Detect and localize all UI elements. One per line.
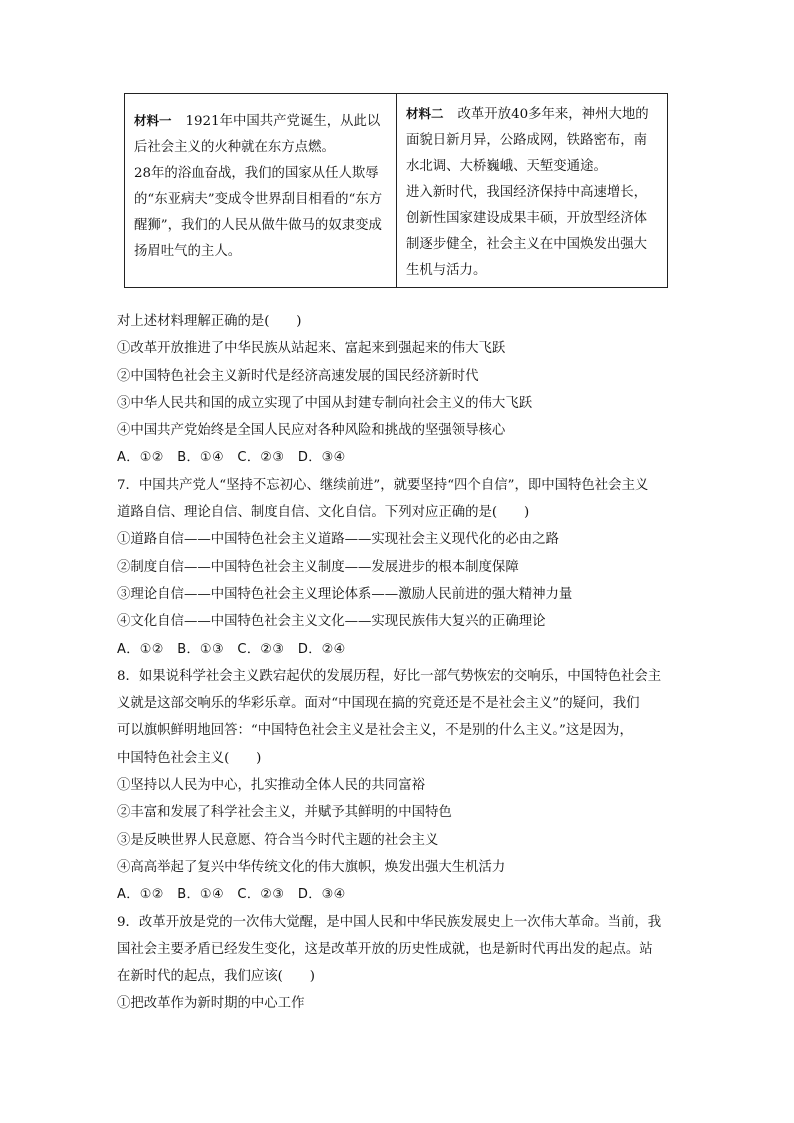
q9-stem-line-3: 在新时代的起点，我们应该( ) [117,969,315,985]
material-one-cell [125,94,397,287]
q7-item-3: ③理论自信——中国特色社会主义理论体系——激励人民前进的强大精神力量 [117,586,573,602]
material-two-text-1: 改革开放40多年来，神州大地的面貌日新月异，公路成网，铁路密布，南水北调、大桥巍峨、天堑变通途。 [406,107,649,174]
q8-stem-line-1: 8．如果说科学社会主义跌宕起伏的发展历程，好比一部气势恢宏的交响乐，中国特色社会主 [117,668,662,684]
q8-options: A．①② B．①④ C．②③ D．③④ [117,887,346,903]
material-one-paragraph-2: 28年的浴血奋战，我们的国家从任人欺辱的“东亚病夫”变成令世界刮目相看的“东方醒狮”，我们的人民从做牛做马的奴隶变成扬眉吐气的主人。 [134,166,383,259]
q6-item-4: ④中国共产党始终是全国人民应对各种风险和挑战的坚强领导核心 [117,423,506,439]
material-two-cell [397,94,667,287]
q8-stem-line-2: 义就是这部交响乐的华彩乐章。面对“中国现在搞的究竟还是不是社会主义”的疑问，我们 [117,696,640,712]
q9-stem-line-2: 国社会主要矛盾已经发生变化，这是改革开放的历史性成就，也是新时代再出发的起点。站 [117,941,653,957]
material-two-paragraph-1 [406,101,658,180]
q7-stem-line-1: 7．中国共产党人“坚持不忘初心、继续前进”，就要坚持“四个自信”，即中国特色社会主义 [117,477,649,493]
q9-item-1: ①把改革作为新时期的中心工作 [117,996,305,1012]
q8-item-1: ①坚持以人民为中心，扎实推动全体人民的共同富裕 [117,778,425,794]
q6-stem: 对上述材料理解正确的是( ) [117,314,302,329]
material-one-text-1: 1921年中国共产党诞生，从此以后社会主义的火种就在东方点燃。 [134,114,381,155]
q9-stem-line-1: 9．改革开放是党的一次伟大觉醒，是中国人民和中华民族发展史上一次伟大革命。当前，我 [117,914,662,930]
q7-options: A．①② B．①③ C．②③ D．②④ [117,641,346,657]
q7-stem-line-2: 道路自信、理论自信、制度自信、文化自信。下列对应正确的是( ) [117,505,530,521]
q8-item-3: ③是反映世界人民意愿、符合当今时代主题的社会主义 [117,832,439,848]
q8-stem-line-4: 中国特色社会主义( ) [117,750,262,766]
material-two-paragraph-2: 进入新时代，我国经济保持中高速增长，创新性国家建设成果丰硕，开放型经济体制逐步健全，社会主义在中国焕发出强大生机与活力。 [406,185,648,278]
questions [117,308,682,1018]
material-one-label: 材料一 [134,113,172,128]
q8-item-4: ④高高举起了复兴中华传统文化的伟大旗帜，焕发出强大生机活力 [117,859,506,875]
q7-item-1: ①道路自信——中国特色社会主义道路——实现社会主义现代化的必由之路 [117,532,559,548]
q8-item-2: ②丰富和发展了科学社会主义，并赋予其鲜明的中国特色 [117,805,452,821]
q6-item-3: ③中华人民共和国的成立实现了中国从封建专制向社会主义的伟大飞跃 [117,395,533,411]
q6-item-2: ②中国特色社会主义新时代是经济高速发展的国民经济新时代 [117,368,479,384]
q6-options: A．①② B．①④ C．②③ D．③④ [117,450,346,466]
q7-item-4: ④文化自信——中国特色社会主义文化——实现民族伟大复兴的正确理论 [117,614,546,630]
q8-stem-line-3: 可以旗帜鲜明地回答：“中国特色社会主义是社会主义，不是别的什么主义。”这是因为， [117,723,633,739]
q7-item-2: ②制度自信——中国特色社会主义制度——发展进步的根本制度保障 [117,559,519,575]
material-one-paragraph-1 [134,108,387,161]
material-two-label: 材料二 [406,106,444,121]
materials-table [124,93,668,288]
q6-item-1: ①改革开放推进了中华民族从站起来、富起来到强起来的伟大飞跃 [117,341,506,357]
